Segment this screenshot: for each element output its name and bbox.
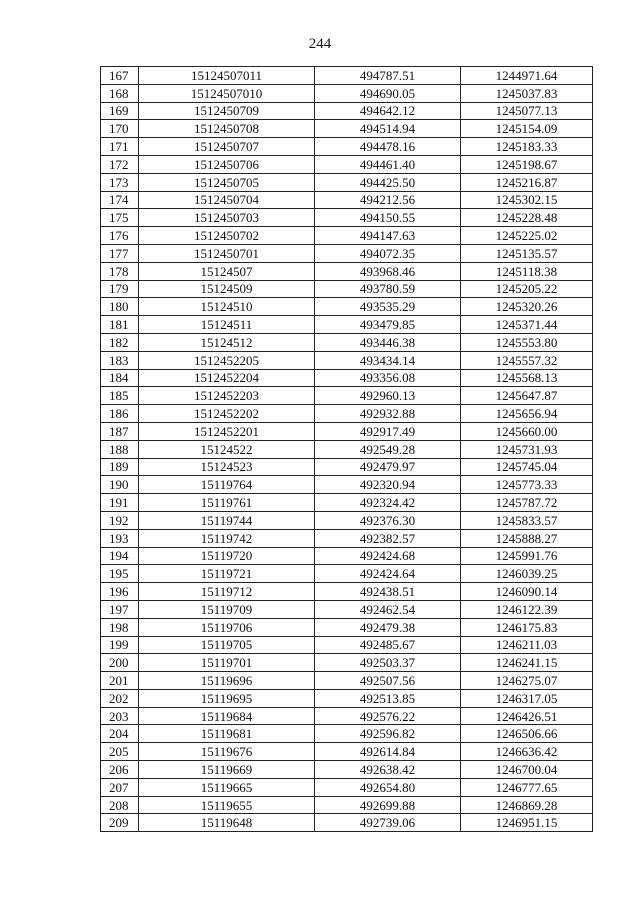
point-id-cell: 1512450706 [139,155,315,173]
table-row [101,333,593,351]
x-coordinate-cell: 492576.22 [315,707,461,725]
row-number-cell: 183 [101,351,139,369]
table-row [101,565,593,583]
y-coordinate-cell: 1246122.39 [461,600,593,618]
y-coordinate-cell: 1245745.04 [461,458,593,476]
point-id-cell: 15119761 [139,494,315,512]
table-row [101,244,593,262]
row-number-cell: 170 [101,120,139,138]
table-row [101,369,593,387]
x-coordinate-cell: 494642.12 [315,102,461,120]
y-coordinate-cell: 1245320.26 [461,298,593,316]
y-coordinate-cell: 1245302.15 [461,191,593,209]
table-row [101,316,593,334]
y-coordinate-cell: 1246175.83 [461,618,593,636]
table-row [101,173,593,191]
point-id-cell: 15119720 [139,547,315,565]
row-number-cell: 200 [101,654,139,672]
point-id-cell: 1512452204 [139,369,315,387]
row-number-cell: 203 [101,707,139,725]
point-id-cell: 1512452205 [139,351,315,369]
row-number-cell: 178 [101,262,139,280]
row-number-cell: 186 [101,405,139,423]
table-row [101,280,593,298]
x-coordinate-cell: 493968.46 [315,262,461,280]
table-row [101,84,593,102]
x-coordinate-cell: 492917.49 [315,422,461,440]
y-coordinate-cell: 1245135.57 [461,244,593,262]
table-row [101,155,593,173]
table-row [101,511,593,529]
table-row [101,102,593,120]
x-coordinate-cell: 494072.35 [315,244,461,262]
x-coordinate-cell: 492503.37 [315,654,461,672]
x-coordinate-cell: 492324.42 [315,494,461,512]
point-id-cell: 1512450703 [139,209,315,227]
table-row [101,351,593,369]
row-number-cell: 188 [101,440,139,458]
y-coordinate-cell: 1246090.14 [461,583,593,601]
x-coordinate-cell: 492376.30 [315,511,461,529]
table-row [101,600,593,618]
x-coordinate-cell: 492438.51 [315,583,461,601]
x-coordinate-cell: 493780.59 [315,280,461,298]
row-number-cell: 190 [101,476,139,494]
point-id-cell: 1512450701 [139,244,315,262]
point-id-cell: 1512452201 [139,422,315,440]
point-id-cell: 15124512 [139,333,315,351]
table-row [101,120,593,138]
row-number-cell: 189 [101,458,139,476]
y-coordinate-cell: 1246869.28 [461,796,593,814]
y-coordinate-cell: 1245205.22 [461,280,593,298]
point-id-cell: 1512452203 [139,387,315,405]
row-number-cell: 206 [101,761,139,779]
y-coordinate-cell: 1245553.80 [461,333,593,351]
row-number-cell: 195 [101,565,139,583]
point-id-cell: 15119742 [139,529,315,547]
y-coordinate-cell: 1245731.93 [461,440,593,458]
y-coordinate-cell: 1245216.87 [461,173,593,191]
point-id-cell: 15119669 [139,761,315,779]
y-coordinate-cell: 1246317.05 [461,689,593,707]
table-row [101,725,593,743]
row-number-cell: 174 [101,191,139,209]
row-number-cell: 202 [101,689,139,707]
point-id-cell: 15124510 [139,298,315,316]
point-id-cell: 15119705 [139,636,315,654]
coordinates-table [100,66,593,832]
table-row [101,618,593,636]
table-row [101,814,593,832]
table-row [101,494,593,512]
point-id-cell: 15124522 [139,440,315,458]
y-coordinate-cell: 1245371.44 [461,316,593,334]
row-number-cell: 201 [101,672,139,690]
point-id-cell: 1512450708 [139,120,315,138]
x-coordinate-cell: 494147.63 [315,227,461,245]
x-coordinate-cell: 494787.51 [315,67,461,85]
x-coordinate-cell: 494212.56 [315,191,461,209]
x-coordinate-cell: 492462.54 [315,600,461,618]
x-coordinate-cell: 494425.50 [315,173,461,191]
y-coordinate-cell: 1246211.03 [461,636,593,654]
point-id-cell: 1512450702 [139,227,315,245]
point-id-cell: 15119681 [139,725,315,743]
y-coordinate-cell: 1246636.42 [461,743,593,761]
table-row [101,138,593,156]
y-coordinate-cell: 1245225.02 [461,227,593,245]
point-id-cell: 15119695 [139,689,315,707]
point-id-cell: 15119706 [139,618,315,636]
table-row [101,547,593,565]
row-number-cell: 209 [101,814,139,832]
table-row [101,422,593,440]
table-row [101,796,593,814]
point-id-cell: 15119665 [139,778,315,796]
point-id-cell: 15124511 [139,316,315,334]
y-coordinate-cell: 1246506.66 [461,725,593,743]
table-row [101,672,593,690]
y-coordinate-cell: 1244971.64 [461,67,593,85]
y-coordinate-cell: 1245787.72 [461,494,593,512]
x-coordinate-cell: 492638.42 [315,761,461,779]
x-coordinate-cell: 492507.56 [315,672,461,690]
table-row [101,654,593,672]
table-row [101,67,593,85]
x-coordinate-cell: 492485.67 [315,636,461,654]
row-number-cell: 181 [101,316,139,334]
x-coordinate-cell: 493446.38 [315,333,461,351]
row-number-cell: 168 [101,84,139,102]
row-number-cell: 187 [101,422,139,440]
table-row [101,298,593,316]
y-coordinate-cell: 1246039.25 [461,565,593,583]
x-coordinate-cell: 492654.80 [315,778,461,796]
x-coordinate-cell: 494150.55 [315,209,461,227]
x-coordinate-cell: 492549.28 [315,440,461,458]
y-coordinate-cell: 1246426.51 [461,707,593,725]
row-number-cell: 175 [101,209,139,227]
row-number-cell: 169 [101,102,139,120]
y-coordinate-cell: 1245154.09 [461,120,593,138]
row-number-cell: 199 [101,636,139,654]
y-coordinate-cell: 1245228.48 [461,209,593,227]
row-number-cell: 191 [101,494,139,512]
x-coordinate-cell: 492960.13 [315,387,461,405]
x-coordinate-cell: 492596.82 [315,725,461,743]
y-coordinate-cell: 1245833.57 [461,511,593,529]
x-coordinate-cell: 494461.40 [315,155,461,173]
y-coordinate-cell: 1246275.07 [461,672,593,690]
table-row [101,405,593,423]
point-id-cell: 15124507011 [139,67,315,85]
page-number: 244 [308,36,332,52]
y-coordinate-cell: 1245647.87 [461,387,593,405]
x-coordinate-cell: 493479.85 [315,316,461,334]
y-coordinate-cell: 1246951.15 [461,814,593,832]
y-coordinate-cell: 1246241.15 [461,654,593,672]
table-row [101,227,593,245]
point-id-cell: 1512452202 [139,405,315,423]
row-number-cell: 198 [101,618,139,636]
point-id-cell: 1512450707 [139,138,315,156]
y-coordinate-cell: 1245557.32 [461,351,593,369]
x-coordinate-cell: 493535.29 [315,298,461,316]
y-coordinate-cell: 1245183.33 [461,138,593,156]
row-number-cell: 208 [101,796,139,814]
x-coordinate-cell: 492320.94 [315,476,461,494]
x-coordinate-cell: 492424.64 [315,565,461,583]
row-number-cell: 185 [101,387,139,405]
row-number-cell: 176 [101,227,139,245]
y-coordinate-cell: 1245037.83 [461,84,593,102]
x-coordinate-cell: 494478.16 [315,138,461,156]
table-row [101,743,593,761]
point-id-cell: 15119721 [139,565,315,583]
x-coordinate-cell: 492932.88 [315,405,461,423]
x-coordinate-cell: 494690.05 [315,84,461,102]
row-number-cell: 193 [101,529,139,547]
point-id-cell: 15124507010 [139,84,315,102]
row-number-cell: 194 [101,547,139,565]
x-coordinate-cell: 493356.08 [315,369,461,387]
y-coordinate-cell: 1245077.13 [461,102,593,120]
x-coordinate-cell: 492513.85 [315,689,461,707]
point-id-cell: 15124523 [139,458,315,476]
table-row [101,529,593,547]
point-id-cell: 1512450709 [139,102,315,120]
y-coordinate-cell: 1245568.13 [461,369,593,387]
y-coordinate-cell: 1245991.76 [461,547,593,565]
row-number-cell: 204 [101,725,139,743]
table-row [101,476,593,494]
point-id-cell: 15119764 [139,476,315,494]
table-row [101,761,593,779]
table-row [101,262,593,280]
row-number-cell: 173 [101,173,139,191]
row-number-cell: 172 [101,155,139,173]
y-coordinate-cell: 1245198.67 [461,155,593,173]
y-coordinate-cell: 1245118.38 [461,262,593,280]
table-row [101,191,593,209]
point-id-cell: 15119676 [139,743,315,761]
x-coordinate-cell: 492382.57 [315,529,461,547]
y-coordinate-cell: 1245888.27 [461,529,593,547]
point-id-cell: 15119655 [139,796,315,814]
y-coordinate-cell: 1246700.04 [461,761,593,779]
point-id-cell: 15119744 [139,511,315,529]
table-row [101,209,593,227]
point-id-cell: 15124509 [139,280,315,298]
point-id-cell: 1512450704 [139,191,315,209]
y-coordinate-cell: 1245656.94 [461,405,593,423]
point-id-cell: 15119712 [139,583,315,601]
row-number-cell: 179 [101,280,139,298]
table-row [101,458,593,476]
point-id-cell: 15119648 [139,814,315,832]
point-id-cell: 15119696 [139,672,315,690]
x-coordinate-cell: 492479.38 [315,618,461,636]
row-number-cell: 197 [101,600,139,618]
x-coordinate-cell: 494514.94 [315,120,461,138]
y-coordinate-cell: 1245660.00 [461,422,593,440]
x-coordinate-cell: 492739.06 [315,814,461,832]
x-coordinate-cell: 492699.88 [315,796,461,814]
row-number-cell: 182 [101,333,139,351]
x-coordinate-cell: 493434.14 [315,351,461,369]
table-row [101,778,593,796]
table-row [101,387,593,405]
row-number-cell: 171 [101,138,139,156]
row-number-cell: 205 [101,743,139,761]
y-coordinate-cell: 1245773.33 [461,476,593,494]
x-coordinate-cell: 492614.84 [315,743,461,761]
row-number-cell: 207 [101,778,139,796]
table-row [101,689,593,707]
row-number-cell: 184 [101,369,139,387]
point-id-cell: 15119701 [139,654,315,672]
point-id-cell: 15124507 [139,262,315,280]
y-coordinate-cell: 1246777.65 [461,778,593,796]
row-number-cell: 196 [101,583,139,601]
point-id-cell: 1512450705 [139,173,315,191]
row-number-cell: 177 [101,244,139,262]
row-number-cell: 167 [101,67,139,85]
table-row [101,583,593,601]
point-id-cell: 15119709 [139,600,315,618]
table-row [101,707,593,725]
row-number-cell: 180 [101,298,139,316]
table-row [101,440,593,458]
row-number-cell: 192 [101,511,139,529]
x-coordinate-cell: 492424.68 [315,547,461,565]
point-id-cell: 15119684 [139,707,315,725]
table-row [101,636,593,654]
x-coordinate-cell: 492479.97 [315,458,461,476]
